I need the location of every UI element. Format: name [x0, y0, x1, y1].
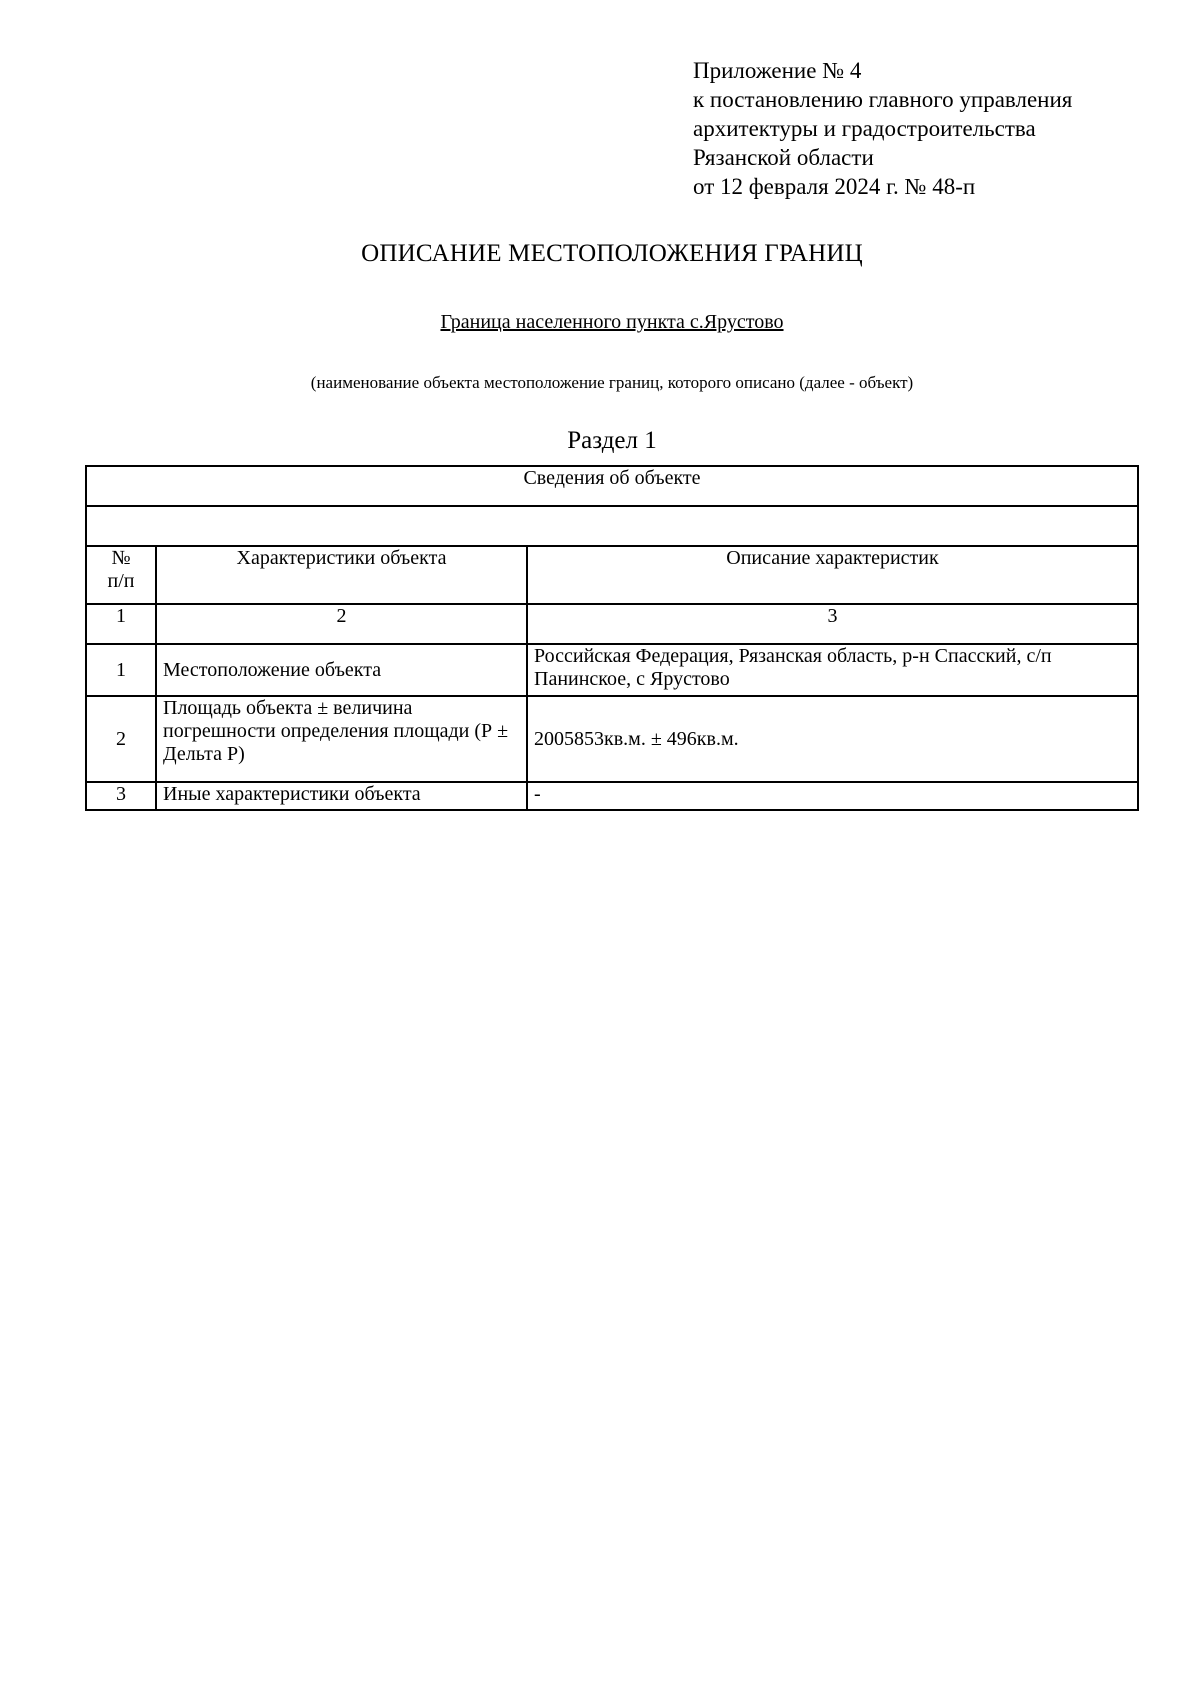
object-info-table: [85, 465, 1139, 811]
row-num: 2: [86, 696, 156, 782]
table-caption: Сведения об объекте: [86, 466, 1138, 506]
table-caption-row: [86, 466, 1138, 506]
appendix-line: от 12 февраля 2024 г. № 48-п: [693, 174, 976, 199]
table-row: [86, 782, 1138, 810]
empty-cell: [86, 506, 1138, 546]
column-number: 2: [156, 604, 527, 644]
appendix-line: к постановлению главного управления: [693, 87, 1073, 112]
row-characteristic: Площадь объекта ± величина погрешности определения площади (Р ± Дельта Р): [156, 696, 527, 782]
column-number: 3: [527, 604, 1138, 644]
row-description: 2005853кв.м. ± 496кв.м.: [527, 696, 1138, 782]
row-description: Российская Федерация, Рязанская область, р-н Спасский, с/п Панинское, с Ярустово: [527, 644, 1138, 696]
header-characteristic: Характеристики объекта: [156, 546, 527, 604]
column-numbers-row: [86, 604, 1138, 644]
section-title: Раздел 1: [567, 427, 657, 454]
object-name-caption: (наименование объекта местоположение границ, которого описано (далее - объект): [310, 373, 914, 392]
header-num: № п/п: [86, 546, 156, 604]
appendix-block: [693, 56, 1072, 201]
table-empty-row: [86, 506, 1138, 546]
header-description: Описание характеристик: [527, 546, 1138, 604]
appendix-line: Рязанской области: [693, 145, 874, 170]
table-row: [86, 644, 1138, 696]
row-description: -: [527, 782, 1138, 810]
row-characteristic: Иные характеристики объекта: [156, 782, 527, 810]
object-name: Граница населенного пункта с.Ярустово: [440, 311, 784, 333]
column-number: 1: [86, 604, 156, 644]
row-num: 3: [86, 782, 156, 810]
table-header-row: [86, 546, 1138, 604]
appendix-line: Приложение № 4: [693, 58, 862, 83]
row-characteristic: Местоположение объекта: [156, 644, 527, 696]
table-row: [86, 696, 1138, 782]
appendix-line: архитектуры и градостроительства: [693, 116, 1036, 141]
document-title: ОПИСАНИЕ МЕСТОПОЛОЖЕНИЯ ГРАНИЦ: [361, 240, 863, 267]
row-num: 1: [86, 644, 156, 696]
